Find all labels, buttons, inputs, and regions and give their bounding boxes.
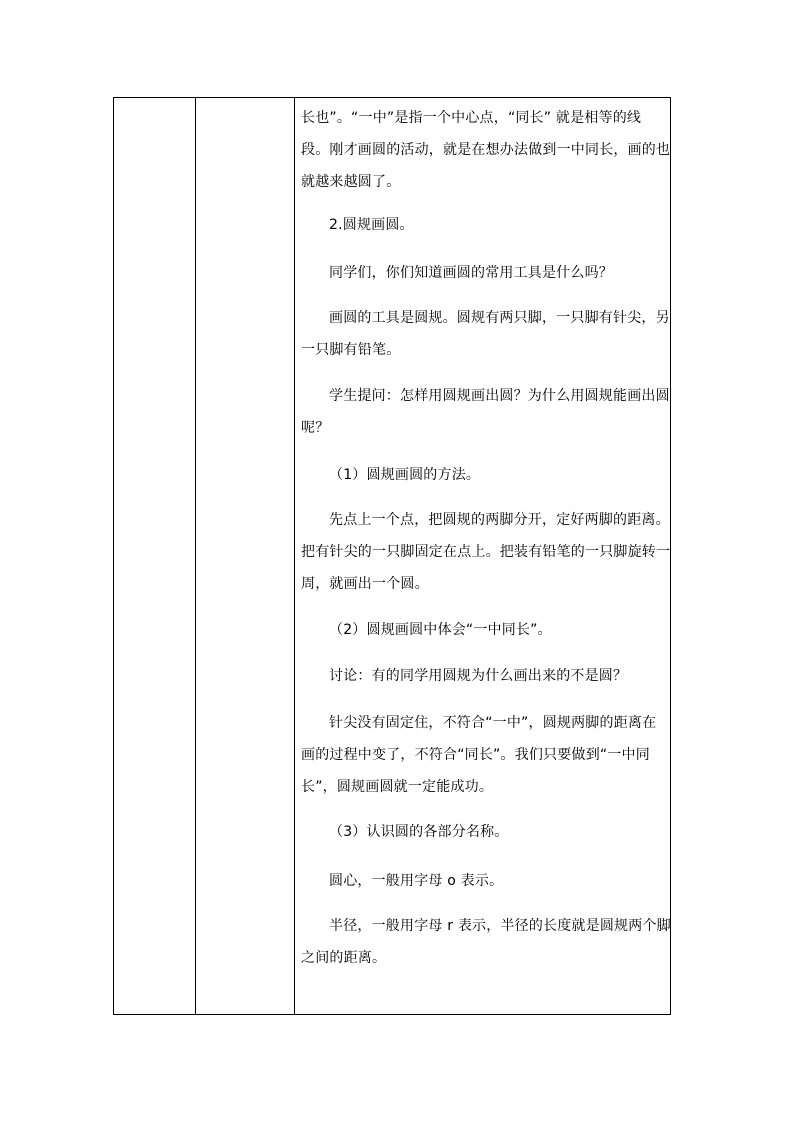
- column-divider-2: [294, 98, 295, 1014]
- text-line: 长也”。“一中”是指一个中心点，“同长” 就是相等的线: [301, 110, 642, 126]
- paragraph-experience-heading: [301, 614, 697, 646]
- text-line: 半径，一般用字母 r 表示，半径的长度就是圆规两个脚: [329, 918, 671, 934]
- text-line: 画的过程中变了，不符合“同长”。我们只要做到“一中同: [301, 747, 650, 763]
- text-line: 周，就画出一个圆。: [301, 576, 429, 592]
- text-line: 讨论：有的同学用圆规为什么画出来的不是圆？: [329, 668, 628, 684]
- text-line: 呢？: [301, 420, 330, 436]
- paragraph-center: [301, 865, 697, 897]
- paragraph-discussion: [301, 660, 697, 692]
- text-line: 同学们，你们知道画圆的常用工具是什么吗？: [329, 265, 613, 281]
- text-line: （3）认识圆的各部分名称。: [329, 824, 509, 840]
- paragraph-method: [301, 504, 669, 600]
- text-line: 圆心，一般用字母 o 表示。: [329, 873, 504, 889]
- paragraph-parts-heading: [301, 816, 697, 848]
- text-line: 2.圆规画圆。: [329, 217, 414, 233]
- text-line: 就越来越圆了。: [301, 174, 401, 190]
- text-line: 把有针尖的一只脚固定在点上。把装有铅笔的一只脚旋转一: [301, 544, 671, 560]
- paragraph-heading-compass: [301, 209, 697, 241]
- paragraph-question: [301, 257, 697, 289]
- paragraph-radius: [301, 910, 669, 974]
- text-line: 长”，圆规画圆就一定能成功。: [301, 779, 494, 795]
- text-line: 段。刚才画圆的活动，就是在想办法做到一中同长，画的也: [301, 142, 671, 158]
- paragraph-method-heading: [301, 459, 697, 491]
- lesson-plan-table: [113, 97, 671, 1015]
- column-divider-1: [195, 98, 196, 1014]
- paragraph-tool: [301, 302, 669, 366]
- text-line: 画圆的工具是圆规。圆规有两只脚，一只脚有针尖，另: [329, 310, 670, 326]
- paragraph-definition: [301, 102, 669, 198]
- text-line: （2）圆规画圆中体会“一中同长”。: [329, 622, 552, 638]
- text-line: 针尖没有固定住，不符合“一中”，圆规两脚的距离在: [329, 715, 657, 731]
- text-line: （1）圆规画圆的方法。: [329, 467, 481, 483]
- text-line: 之间的距离。: [301, 950, 387, 966]
- paragraph-student-question: [301, 380, 669, 444]
- text-line: 学生提问：怎样用圆规画出圆？为什么用圆规能画出圆: [329, 388, 670, 404]
- paragraph-explanation: [301, 707, 669, 803]
- text-line: 先点上一个点，把圆规的两脚分开，定好两脚的距离。: [329, 512, 670, 528]
- text-line: 一只脚有铅笔。: [301, 342, 401, 358]
